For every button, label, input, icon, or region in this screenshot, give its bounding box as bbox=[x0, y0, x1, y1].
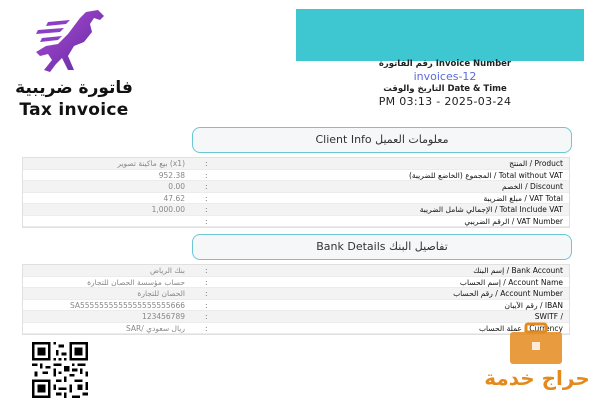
qr-code-icon bbox=[32, 342, 88, 398]
invoice-number-value[interactable]: invoices-12 bbox=[413, 70, 477, 83]
title-arabic: فاتورة ضريبية bbox=[15, 78, 133, 98]
row-colon: : bbox=[205, 277, 208, 287]
row-value: الحصان للتجارة bbox=[137, 289, 185, 298]
row-value: 47.62 bbox=[163, 193, 185, 203]
row-label: الخصم / Discount bbox=[502, 182, 563, 191]
table-row bbox=[23, 170, 569, 182]
horse-logo-icon bbox=[34, 8, 112, 74]
row-colon: : bbox=[205, 312, 208, 321]
row-colon: : bbox=[205, 323, 208, 333]
row-value: 0.00 bbox=[168, 182, 185, 191]
row-label: إسم الحساب / Account Name bbox=[459, 277, 563, 287]
row-colon: : bbox=[205, 182, 208, 191]
row-colon: : bbox=[205, 193, 208, 203]
table-row bbox=[23, 277, 569, 289]
row-label: الرقم الضريبي / VAT Number bbox=[464, 216, 563, 226]
bank-details-banner: Bank Details تفاصيل البنك bbox=[192, 234, 572, 260]
row-value: 952.38 bbox=[158, 170, 185, 180]
table-row bbox=[23, 181, 569, 193]
row-value: 123456789 bbox=[142, 312, 185, 321]
client-info-table bbox=[22, 157, 570, 228]
row-colon: : bbox=[205, 300, 208, 310]
briefcase-icon bbox=[506, 322, 566, 366]
row-label: رقم الحساب / Account Number bbox=[453, 289, 563, 298]
row-colon: : bbox=[205, 170, 208, 180]
row-label: إسم البنك / Bank Account bbox=[473, 266, 563, 275]
header-accent-box bbox=[296, 9, 584, 61]
date-time-value: PM 03:13 - 2025-03-24 bbox=[378, 95, 512, 108]
table-row bbox=[23, 193, 569, 205]
row-colon: : bbox=[205, 266, 208, 275]
table-row bbox=[23, 265, 569, 277]
row-label: الإجمالي شامل الضريبة / Total Include VAT bbox=[419, 205, 563, 214]
client-info-banner: Client Info معلومات العميل bbox=[192, 127, 572, 153]
row-label: عملة الحساب / Currency bbox=[478, 323, 563, 333]
table-row bbox=[23, 216, 569, 228]
row-value: 1,000.00 bbox=[151, 205, 185, 214]
table-row bbox=[23, 288, 569, 300]
watermark-text: حراج خدمة bbox=[484, 366, 590, 390]
table-row bbox=[23, 300, 569, 312]
row-label: SWITF / bbox=[534, 312, 563, 321]
row-label: مبلغ الضريبة / VAT Total bbox=[483, 193, 563, 203]
brand-logo bbox=[14, 8, 134, 120]
row-colon: : bbox=[205, 159, 208, 168]
date-time-label: التاريخ والوقت Date & Time bbox=[383, 84, 507, 94]
row-value: SAR/ ريال سعودي bbox=[126, 323, 185, 333]
row-value: بيع ماكينة تصوير (x1) bbox=[117, 159, 185, 168]
table-row bbox=[23, 311, 569, 323]
row-label: رقم الآيبان / IBAN bbox=[504, 300, 563, 310]
row-colon: : bbox=[205, 216, 208, 226]
row-value: SA5555555555555555555666 bbox=[69, 300, 185, 310]
row-value: بنك الرياض bbox=[149, 266, 185, 275]
row-colon: : bbox=[205, 289, 208, 298]
invoice-header-info bbox=[320, 59, 570, 108]
row-label: المجموع (الخاضع للضريبة) / Total without VAT bbox=[408, 170, 563, 180]
table-row bbox=[23, 158, 569, 170]
title-english: Tax invoice bbox=[19, 100, 129, 120]
row-value: حساب مؤسسة الحصان للتجارة bbox=[87, 277, 185, 287]
invoice-number-label: رقم الفاتورة Invoice Number bbox=[378, 59, 512, 69]
watermark bbox=[478, 322, 596, 398]
table-row bbox=[23, 204, 569, 216]
row-colon: : bbox=[205, 205, 208, 214]
row-label: المنتج / Product bbox=[509, 159, 563, 168]
